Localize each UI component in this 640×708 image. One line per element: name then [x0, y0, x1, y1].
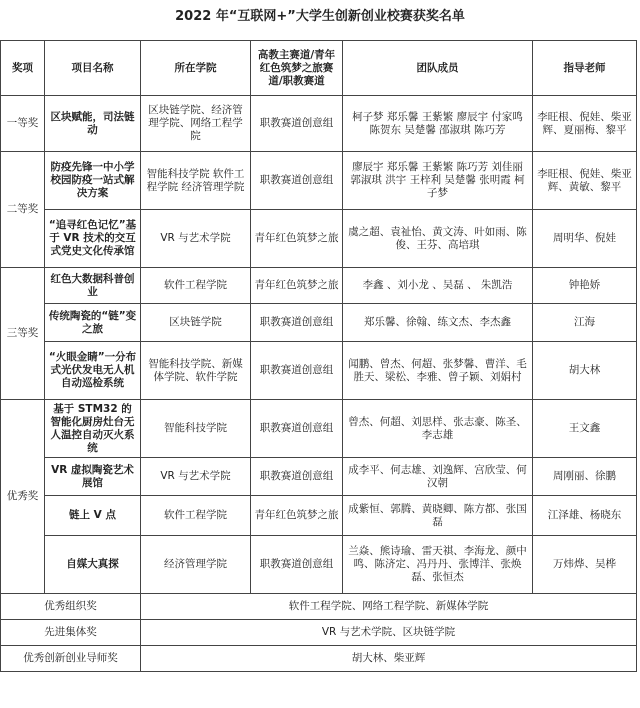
- header-teacher: 指导老师: [533, 41, 637, 96]
- teacher: 王文鑫: [533, 400, 637, 458]
- footer-award: 优秀组织奖: [1, 594, 141, 620]
- table-row: [1, 268, 637, 304]
- award-first: 一等奖: [1, 96, 45, 152]
- track: 职教赛道创意组: [251, 152, 343, 210]
- header-team: 团队成员: [343, 41, 533, 96]
- award-table: [0, 40, 637, 672]
- teacher: 江泽雄、杨晓东: [533, 496, 637, 536]
- project-name: 自媒大真探: [45, 536, 141, 594]
- table-row: [1, 400, 637, 458]
- header-college: 所在学院: [141, 41, 251, 96]
- track: 青年红色筑梦之旅: [251, 210, 343, 268]
- team-members: 曾杰、何超、刘思样、张志豪、陈圣、李志雄: [343, 400, 533, 458]
- footer-value: 软件工程学院、网络工程学院、新媒体学院: [141, 594, 637, 620]
- footer-award: 先进集体奖: [1, 620, 141, 646]
- award-excellent: 优秀奖: [1, 400, 45, 594]
- table-row: [1, 342, 637, 400]
- header-award: 奖项: [1, 41, 45, 96]
- table-row: [1, 152, 637, 210]
- project-name: 传统陶瓷的“链”变之旅: [45, 304, 141, 342]
- college: VR 与艺术学院: [141, 458, 251, 496]
- college: 智能科技学院 软件工程学院 经济管理学院: [141, 152, 251, 210]
- track: 职教赛道创意组: [251, 342, 343, 400]
- project-name: 防疫先锋一中小学校园防疫一站式解决方案: [45, 152, 141, 210]
- team-members: 闻鹏、曾杰、何超、张梦馨、曹洋、毛胜天、梁松、李雅、曾子颖、刘娟村: [343, 342, 533, 400]
- project-name: 基于 STM32 的智能化厨房灶台无人温控自动灭火系统: [45, 400, 141, 458]
- project-name: VR 虚拟陶瓷艺术展馆: [45, 458, 141, 496]
- track: 青年红色筑梦之旅: [251, 496, 343, 536]
- team-members: 成紫恒、郭腾、黄晓卿、陈方都、张国磊: [343, 496, 533, 536]
- team-members: 兰焱、熊诗瑜、雷天祺、李海龙、颜中鸣、陈济定、冯丹丹、张博洋、张焕磊、张恒杰: [343, 536, 533, 594]
- footer-value: VR 与艺术学院、区块链学院: [141, 620, 637, 646]
- teacher: 胡大林: [533, 342, 637, 400]
- college: 区块链学院: [141, 304, 251, 342]
- teacher: 李旺根、倪娃、柴亚辉、夏丽梅、黎平: [533, 96, 637, 152]
- page-title: 2022 年“互联网+”大学生创新创业校赛获奖名单: [175, 9, 465, 24]
- college: 智能科技学院、新媒体学院、软件学院: [141, 342, 251, 400]
- header-row: [1, 41, 637, 96]
- project-name: 链上 V 点: [45, 496, 141, 536]
- award-second: 二等奖: [1, 152, 45, 268]
- track: 职教赛道创意组: [251, 458, 343, 496]
- track: 青年红色筑梦之旅: [251, 268, 343, 304]
- team-members: 廖辰宇 郑乐馨 王紫繁 陈巧芳 刘佳丽 郭淑琪 洪宇 王梓利 吴楚馨 张明霞 柯子梦: [343, 152, 533, 210]
- footer-value: 胡大林、柴亚辉: [141, 646, 637, 672]
- project-name: “追寻红色记忆”基于 VR 技术的交互式党史文化传承馆: [45, 210, 141, 268]
- project-name: 红色大数据科普创业: [45, 268, 141, 304]
- table-row: [1, 96, 637, 152]
- college: 软件工程学院: [141, 268, 251, 304]
- track: 职教赛道创意组: [251, 96, 343, 152]
- college: VR 与艺术学院: [141, 210, 251, 268]
- college: 软件工程学院: [141, 496, 251, 536]
- table-row: [1, 304, 637, 342]
- track: 职教赛道创意组: [251, 400, 343, 458]
- footer-row: [1, 620, 637, 646]
- college: 区块链学院、经济管理学院、网络工程学院: [141, 96, 251, 152]
- teacher: 周刚丽、徐鹏: [533, 458, 637, 496]
- award-third: 三等奖: [1, 268, 45, 400]
- team-members: 虞之超、袁祉怡、黄文涛、叶如雨、陈俊、王芬、高培琪: [343, 210, 533, 268]
- teacher: 李旺根、倪娃、柴亚辉、黄敏、黎平: [533, 152, 637, 210]
- team-members: 成李平、何志雄、刘逸辉、宫欣莹、何汉朝: [343, 458, 533, 496]
- team-members: 柯子梦 郑乐馨 王紫繁 廖辰宇 付家鸣 陈贺东 吴楚馨 邵淑琪 陈巧芳: [343, 96, 533, 152]
- table-row: [1, 458, 637, 496]
- track: 职教赛道创意组: [251, 304, 343, 342]
- teacher: 江海: [533, 304, 637, 342]
- header-project: 项目名称: [45, 41, 141, 96]
- teacher: 万炜烨、吴桦: [533, 536, 637, 594]
- header-track: 高教主赛道/青年红色筑梦之旅赛道/职教赛道: [251, 41, 343, 96]
- project-name: 区块赋能，司法链动: [45, 96, 141, 152]
- footer-row: [1, 646, 637, 672]
- team-members: 郑乐馨、徐翰、练文杰、李杰鑫: [343, 304, 533, 342]
- table-row: [1, 536, 637, 594]
- project-name: “火眼金睛”一分布式光伏发电无人机自动巡检系统: [45, 342, 141, 400]
- teacher: 周明华、倪娃: [533, 210, 637, 268]
- college: 经济管理学院: [141, 536, 251, 594]
- team-members: 李鑫 、刘小龙 、吴磊 、 朱凯浩: [343, 268, 533, 304]
- footer-award: 优秀创新创业导师奖: [1, 646, 141, 672]
- college: 智能科技学院: [141, 400, 251, 458]
- teacher: 钟艳娇: [533, 268, 637, 304]
- track: 职教赛道创意组: [251, 536, 343, 594]
- table-row: [1, 496, 637, 536]
- table-row: [1, 210, 637, 268]
- footer-row: [1, 594, 637, 620]
